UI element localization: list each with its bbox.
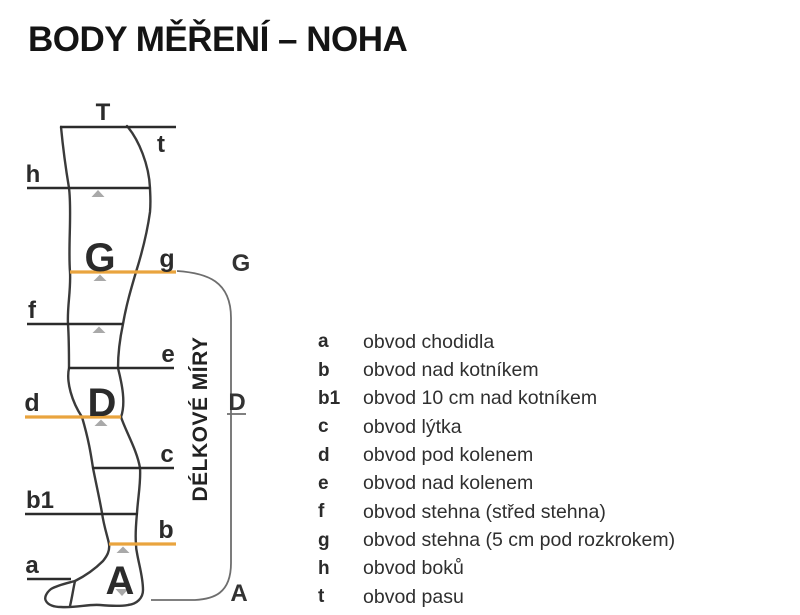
legend-key: a [318,331,329,353]
marker-triangle-h [92,190,105,197]
legend-key: g [318,529,330,551]
label-A: A [105,559,135,603]
legend-key: c [318,416,329,438]
legend-label: obvod nad kolenem [363,472,534,495]
page-title: BODY MĚŘENÍ – NOHA [28,20,408,59]
legend-key: h [318,557,330,579]
legend-key: d [318,444,330,466]
label-G: G [84,236,116,280]
label-h: h [25,161,41,188]
legend-key: f [318,501,325,523]
toe-seam-line [70,581,75,606]
legend-key: e [318,472,329,494]
length-measures-vertical-label: DÉLKOVÉ MÍRY [189,336,212,502]
legend-row-b [318,356,675,384]
label-b1: b1 [25,487,55,514]
legend-label: obvod stehna (5 cm pod rozkrokem) [363,529,676,552]
legend-label: obvod pod kolenem [363,444,534,467]
legend-row-c [318,413,675,441]
legend-label: obvod stehna (střed stehna) [363,500,606,523]
legend-row-t [318,583,675,611]
marker-triangle-f [93,327,106,334]
legend-key: b [318,359,330,381]
legend-row-b1 [318,385,675,413]
legend-row-f [318,498,675,526]
label-t: t [157,131,165,158]
label-e: e [161,341,175,368]
label-T: T [95,99,111,126]
label-a: a [25,552,39,579]
legend-row-a [318,328,675,356]
legend-label: obvod boků [363,557,464,580]
label-d: d [24,389,40,417]
legend-label: obvod 10 cm nad kotníkem [363,387,598,410]
label-c: c [160,441,174,468]
legend-label: obvod pasu [363,585,464,608]
legend-row-e [318,470,675,498]
legend-key: b1 [318,387,341,409]
legend-key: t [318,586,325,608]
bracket-label-G: G [231,250,251,277]
label-g: g [159,245,175,273]
leg-measurement-diagram [0,95,270,615]
leg-outline-icon [45,126,150,607]
label-D: D [87,381,117,425]
legend-row-h [318,555,675,583]
marker-triangle-b [117,547,130,554]
bracket-label-A: A [230,580,248,607]
label-b: b [158,516,174,544]
legend-label: obvod lýtka [363,415,462,438]
label-f: f [28,297,36,324]
legend-row-g [318,526,675,554]
legend-label: obvod nad kotníkem [363,359,539,382]
legend [318,328,675,611]
legend-label: obvod chodidla [363,330,495,353]
bracket-label-D: D [228,389,246,416]
legend-row-d [318,441,675,469]
